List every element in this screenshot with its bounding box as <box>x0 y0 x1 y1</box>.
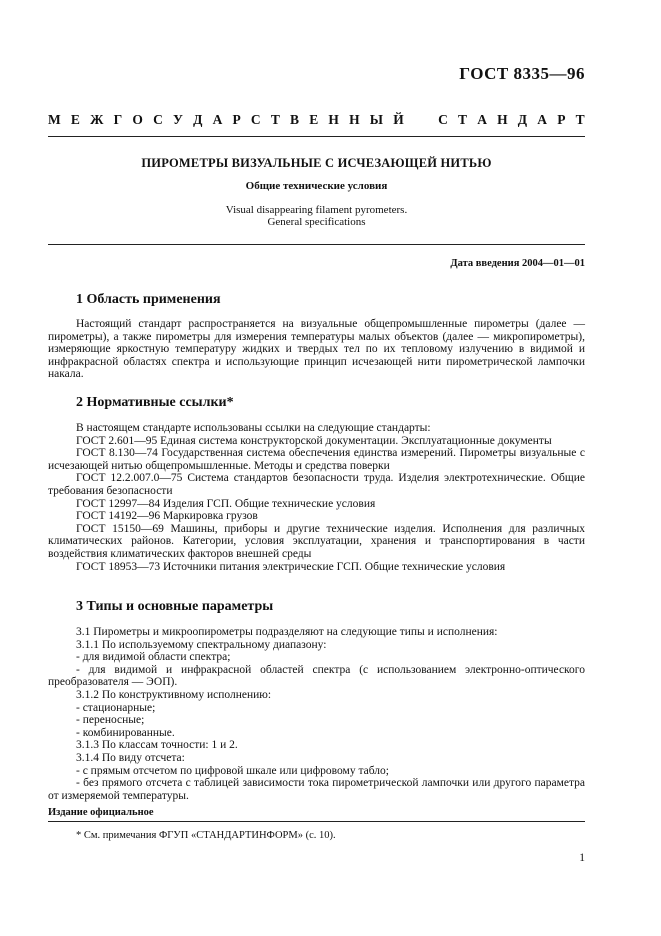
section-3-heading: 3 Типы и основные параметры <box>76 599 274 614</box>
english-title-line: General specifications <box>267 216 366 228</box>
banner-letter: Е <box>309 112 319 127</box>
page-number: 1 <box>579 852 585 864</box>
list-item: - для видимой области спектра; <box>76 651 231 664</box>
title-rule <box>48 244 585 245</box>
banner-letter: Е <box>70 112 80 127</box>
reference-item: ГОСТ 18953—73 Источники питания электрические ГСП. Общие технические условия <box>76 560 506 573</box>
banner-letter: Т <box>575 112 585 127</box>
reference-item: ГОСТ 14192—96 Маркировка грузов <box>76 510 258 523</box>
list-item: - комбинированные. <box>76 726 175 739</box>
edition-label: Издание официальное <box>48 807 154 818</box>
introduction-date: Дата введения 2004—01—01 <box>450 258 585 269</box>
reference-item: ГОСТ 8.130—74 Государственная система обеспечения единства измерений. Пирометры визуальные с исчезающей нитью общепромышленные. Методы и средства поверки <box>48 447 585 472</box>
paragraph: Настоящий стандарт распространяется на визуальные общепромышленные пирометры (далее — пирометры), а также пирометры для измерения температуры малых объектов (далее — микропирометры), измеряющие яркостную температуру жидких и твердых тел по их тепловому излучению в видимой и инфракрасной областях спектра и использующие принцип исчезающей нити пирометрической лампочки накала. <box>48 318 585 381</box>
banner-letter: С <box>250 112 261 127</box>
paragraph: 3.1.3 По классам точности: 1 и 2. <box>76 739 238 752</box>
reference-item: ГОСТ 12997—84 Изделия ГСП. Общие технические условия <box>76 497 376 510</box>
list-item: - без прямого отсчета с таблицей зависимости тока пирометрической лампочки или другого параметра от измеряемой температуры. <box>48 777 585 802</box>
banner-letter: Т <box>270 112 280 127</box>
banner-letter: Д <box>517 112 528 127</box>
banner-letter: Ж <box>90 112 104 127</box>
list-item: - стационарные; <box>76 701 156 714</box>
banner-letter: Р <box>232 112 241 127</box>
paragraph: 3.1.4 По виду отсчета: <box>76 751 185 764</box>
banner-letter: А <box>212 112 223 127</box>
banner-letter: В <box>290 112 300 127</box>
standard-banner <box>48 112 585 128</box>
list-item: - переносные; <box>76 714 145 727</box>
top-rule <box>48 136 585 137</box>
banner-letter: Н <box>497 112 508 127</box>
banner-letter: Р <box>557 112 566 127</box>
section-2-body <box>48 422 585 573</box>
banner-letter: А <box>477 112 487 127</box>
footer-rule <box>48 821 585 822</box>
section-2-heading: 2 Нормативные ссылки* <box>76 395 234 410</box>
banner-letter: А <box>537 112 548 127</box>
section-3-body <box>48 626 585 802</box>
reference-item: ГОСТ 15150—69 Машины, приборы и другие технические изделия. Исполнения для различных климатических районов. Категории, условия эксплуатации, хранения и транспортирования в части воздействия климатических факторов внешней среды <box>48 522 585 560</box>
banner-letter: Н <box>328 112 339 127</box>
banner-letter: М <box>48 112 61 127</box>
paragraph: 3.1 Пирометры и микроопирометры подразделяют на следующие типы и исполнения: <box>76 626 498 638</box>
footnote: * См. примечания ФГУП «СТАНДАРТИНФОРМ» (с. 10). <box>76 830 336 841</box>
banner-letter: О <box>132 112 143 127</box>
banner-letter: С <box>438 112 448 127</box>
document-subtitle: Общие технические условия <box>245 180 388 192</box>
document-title: ПИРОМЕТРЫ ВИЗУАЛЬНЫЕ С ИСЧЕЗАЮЩЕЙ НИТЬЮ <box>141 156 492 170</box>
paragraph: В настоящем стандарте использованы ссылки на следующие стандарты: <box>76 422 431 434</box>
reference-item: ГОСТ 2.601—95 Единая система конструкторской документации. Эксплуатационные документы <box>76 434 552 447</box>
english-title <box>48 204 585 228</box>
banner-letter: С <box>153 112 163 127</box>
paragraph: 3.1.1 По используемому спектральному диапазону: <box>76 638 327 651</box>
banner-letter: У <box>173 112 183 127</box>
paragraph: 3.1.2 По конструктивному исполнению: <box>76 688 272 701</box>
list-item: - с прямым отсчетом по цифровой шкале или цифровому табло; <box>76 764 389 777</box>
standard-code: ГОСТ 8335—96 <box>459 64 585 83</box>
list-item: - для видимой и инфракрасной областей спектра (с использованием электронно-оптического преобразователя — ЭОП). <box>48 663 585 689</box>
english-title-line: Visual disappearing filament pyrometers. <box>225 204 408 216</box>
section-1-heading: 1 Область применения <box>76 292 221 307</box>
section-1-body <box>48 318 585 381</box>
banner-letter: Д <box>193 112 203 127</box>
banner-letter: Г <box>113 112 123 127</box>
banner-letter: Ы <box>369 112 384 127</box>
reference-item: ГОСТ 12.2.007.0—75 Система стандартов безопасности труда. Изделия электротехнические. Общие требования безопасности <box>48 472 585 497</box>
banner-letter: Н <box>349 112 360 127</box>
banner-letter: Т <box>458 112 468 127</box>
banner-letter: Й <box>393 112 404 127</box>
